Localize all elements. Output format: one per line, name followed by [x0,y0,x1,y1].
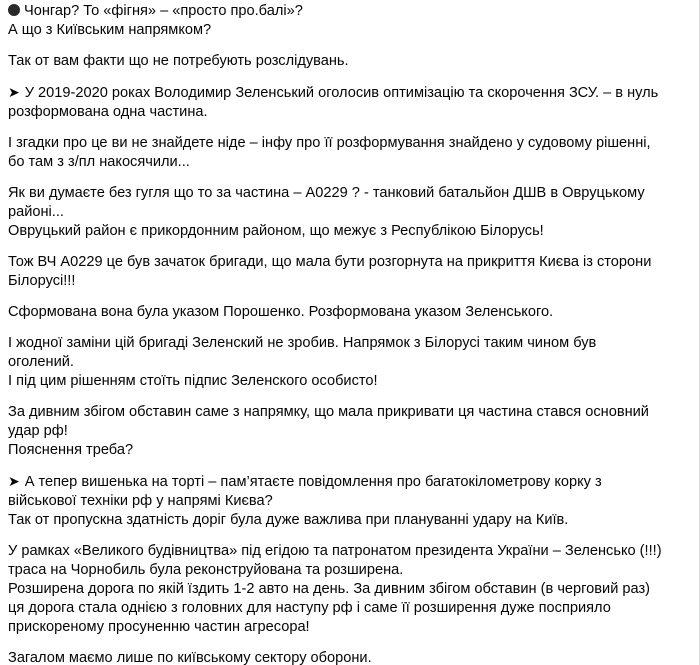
post-line: Розширена дорога по якій їздить 1-2 авто на день. За дивним збігом обставин (в черговий раз) [8,581,651,597]
paragraph-8 [8,334,677,391]
post-line: районі... [8,204,64,220]
post-line: Сформована вона була указом Порошенко. Розформована указом Зеленського. [8,304,554,320]
post-line: Як ви думаєте без гугля що то за частина – А0229 ? - танковий батальйон ДШВ в Овруцькому [8,185,645,201]
post-line [8,2,677,21]
arrow-bullet-icon: ➤ [8,473,20,489]
post-line: військової техніки рф у напрямі Києва? [8,493,273,509]
post-line: Пояснення треба? [8,442,134,458]
post-line: прискореному просуненню частин агресора! [8,619,310,635]
paragraph-9 [8,403,677,460]
post-line: І жодної заміни цій бригаді Зеленский не зробив. Напрямок з Білорусі таким чином був [8,335,597,351]
post-line: Овруцький район є прикордонним районом, що межує з Республікою Білорусь! [8,223,544,239]
paragraph-3 [8,83,677,122]
paragraph-11 [8,542,677,637]
post-line: бо там з з/пл накосячили... [8,154,190,170]
post-line: І під цим рішенням стоїть підпис Зеленского особисто! [8,373,378,389]
post-line: розформована одна частина. [8,104,208,120]
paragraph-1 [8,2,677,40]
post-line: траса на Чорнобиль була реконструйована та розширена. [8,562,404,578]
post-line: Так от пропускна здатність доріг була дуже важлива при плануванні удару на Київ. [8,512,569,528]
post-line: удар рф! [8,423,68,439]
black-circle-icon [8,4,20,16]
paragraph-5 [8,184,677,241]
paragraph-7 [8,303,677,322]
arrow-bullet-icon: ➤ [8,84,20,100]
post-line [8,472,677,492]
post-line: А що з Київським напрямком? [8,22,212,38]
post-line: У рамках «Великого будівництва» під егідою та патронатом президента України – Зеленсько (!!!) [8,543,662,559]
post-text: Чонгар? То «фігня» – «просто про.балі»? [24,3,303,19]
post-line: ця дорога стала однією з головних для наступу рф і саме її розширення дуже посприяло [8,600,611,616]
paragraph-2 [8,52,677,71]
post-text: А тепер вишенька на торті – пам’ятаєте повідомлення про багатокілометрову корку з [24,474,602,490]
post-line [8,83,677,103]
post-line: Загалом маємо лише по київському сектору оборони. [8,650,372,665]
post-line: Так от вам факти що не потребують розслідувань. [8,53,349,69]
post-line: Тож ВЧ А0229 це був зачаток бригади, що мала бути розгорнута на прикриття Києва із сторони [8,254,652,270]
post-text: У 2019-2020 роках Володимир Зеленський оголосив оптимізацію та скорочення ЗСУ. – в нуль [24,85,659,101]
paragraph-10 [8,472,677,530]
post-line: І згадки про це ви не знайдете ніде – інфу про її розформування знайдено у судовому рішенні, [8,135,651,151]
paragraph-4 [8,134,677,172]
paragraph-6 [8,253,677,291]
post-line: За дивним збігом обставин саме з напрямку, що мала прикривати ця частина стався основний [8,404,649,420]
paragraph-12 [8,649,677,665]
post-line: оголений. [8,354,74,370]
post-line: Білорусі!!! [8,273,76,289]
